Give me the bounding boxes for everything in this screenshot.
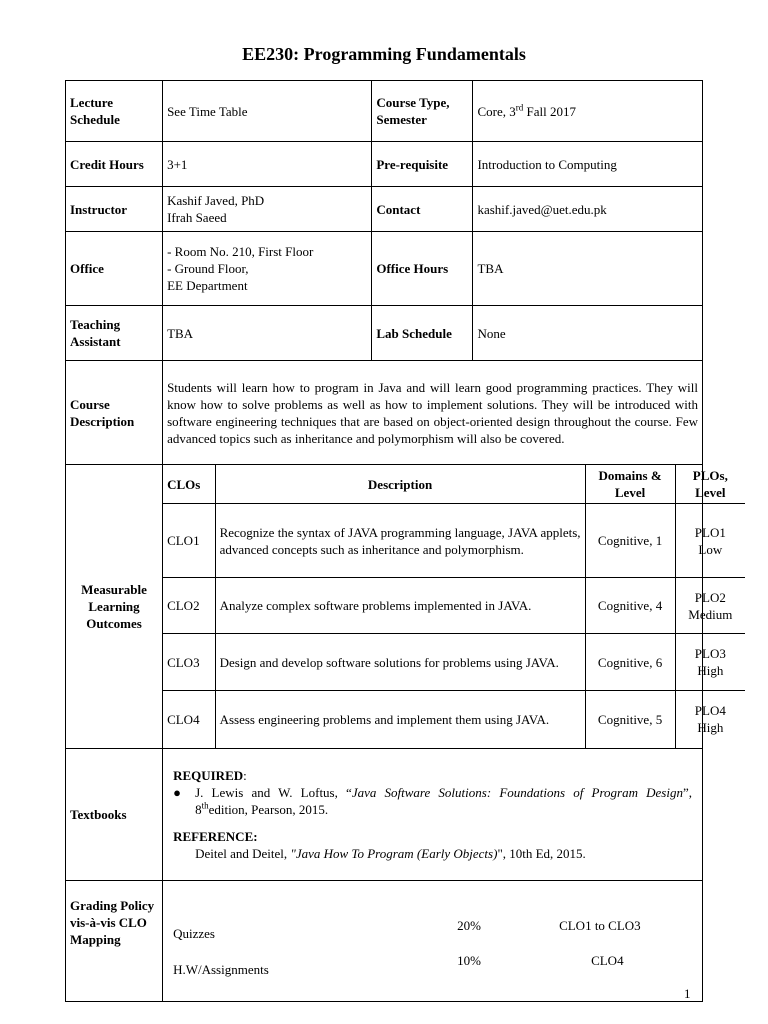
bullet-icon: ● bbox=[173, 784, 181, 800]
clo-header: CLOs bbox=[163, 465, 215, 504]
clo-plo: PLO2 Medium bbox=[675, 578, 745, 634]
row-label: Course Description bbox=[66, 361, 163, 465]
clo-description: Design and develop software solutions for problems using JAVA. bbox=[215, 634, 585, 691]
row-label: Textbooks bbox=[66, 748, 163, 880]
page-title: EE230: Programming Fundamentals bbox=[242, 44, 526, 64]
row-label: Credit Hours bbox=[66, 142, 163, 187]
clo-id: CLO3 bbox=[163, 634, 215, 691]
clo-domain: Cognitive, 1 bbox=[585, 504, 675, 578]
grading-content bbox=[163, 880, 703, 1001]
clo-description: Analyze complex software problems implemented in JAVA. bbox=[215, 578, 585, 634]
grading-item-name: H.W/Assignments bbox=[173, 961, 269, 977]
clo-plo: PLO3 High bbox=[675, 634, 745, 691]
row-label: Lecture Schedule bbox=[66, 81, 163, 142]
clo-row bbox=[163, 634, 745, 691]
textbooks-content: REQUIRED: ● J. Lewis and W. Loftus, “Java Software Solutions: Foundations of Program Design”, 8thedition, Pearson, 2015. REFERENCE: Deitel and Deitel, "Java How To Program (Early Objects)", 10th Ed, 2015. bbox=[163, 748, 703, 880]
syllabus-table bbox=[65, 80, 733, 977]
clo-row bbox=[163, 504, 745, 578]
clo-id: CLO2 bbox=[163, 578, 215, 634]
row-label: Office bbox=[66, 232, 163, 306]
required-label: REQUIRED bbox=[173, 767, 244, 783]
grading-item-percent: 10% bbox=[457, 952, 481, 968]
clo-row bbox=[163, 691, 745, 748]
domain-header: Domains & Level bbox=[585, 465, 675, 504]
course-type-value: Core, 3rd Fall 2017 bbox=[473, 81, 703, 142]
row-value: See Time Table bbox=[163, 81, 372, 142]
row-label: Course Type, Semester bbox=[372, 81, 473, 142]
clo-plo: PLO1 Low bbox=[675, 504, 745, 578]
row-value: 3+1 bbox=[163, 142, 372, 187]
contact-email: kashif.javed@uet.edu.pk bbox=[473, 187, 703, 232]
row-label: Grading Policy vis-à-vis CLO Mapping bbox=[66, 880, 163, 1001]
clo-plo: PLO4 High bbox=[675, 691, 745, 748]
clo-description: Recognize the syntax of JAVA programming language, JAVA applets, advanced concepts such as inheritance and polymorphism. bbox=[215, 504, 585, 578]
plo-header: PLOs, Level bbox=[675, 465, 745, 504]
row-value: Kashif Javed, PhD Ifrah Saeed bbox=[163, 187, 372, 232]
reference-book: Deitel and Deitel, "Java How To Program (Early Objects)", 10th Ed, 2015. bbox=[195, 845, 586, 861]
grading-item-clo: CLO1 to CLO3 bbox=[559, 917, 641, 933]
clo-domain: Cognitive, 5 bbox=[585, 691, 675, 748]
row-value: TBA bbox=[473, 232, 703, 306]
table-row bbox=[66, 142, 703, 187]
page-number: 1 bbox=[684, 986, 691, 1001]
course-description-text: Students will learn how to program in Java and will learn good programming practices. They will know how to solve problems as well as how to implement solutions. They will be introduced with software engineering techniques that are based on object-oriented design throughout the course. Few advanced topics such as inheritance and polymorphism will also be covered. bbox=[163, 361, 703, 465]
row-label: Contact bbox=[372, 187, 473, 232]
table-row bbox=[66, 361, 703, 465]
table-row bbox=[66, 880, 703, 1001]
required-book: J. Lewis and W. Loftus, “Java Software Solutions: Foundations of Program Design”, 8thedition, Pearson, 2015. bbox=[195, 784, 692, 817]
table-row bbox=[66, 748, 703, 880]
table-row bbox=[66, 81, 703, 142]
table-row bbox=[66, 465, 703, 749]
row-label: Office Hours bbox=[372, 232, 473, 306]
grading-item-percent: 20% bbox=[457, 917, 481, 933]
clo-domain: Cognitive, 6 bbox=[585, 634, 675, 691]
reference-label: REFERENCE: bbox=[173, 828, 258, 844]
table-row bbox=[66, 187, 703, 232]
clo-id: CLO4 bbox=[163, 691, 215, 748]
clo-description: Assess engineering problems and implement them using JAVA. bbox=[215, 691, 585, 748]
clo-id: CLO1 bbox=[163, 504, 215, 578]
row-label: Instructor bbox=[66, 187, 163, 232]
row-value: None bbox=[473, 306, 703, 361]
clo-table bbox=[163, 465, 745, 748]
row-value: - Room No. 210, First Floor - Ground Floor, EE Department bbox=[163, 232, 372, 306]
clo-row bbox=[163, 578, 745, 634]
row-label: Pre-requisite bbox=[372, 142, 473, 187]
description-header: Description bbox=[215, 465, 585, 504]
row-label: Teaching Assistant bbox=[66, 306, 163, 361]
row-value: Introduction to Computing bbox=[473, 142, 703, 187]
outcomes-label: Measurable Learning Outcomes bbox=[66, 465, 163, 749]
grading-item-name: Quizzes bbox=[173, 925, 215, 941]
clo-cell bbox=[163, 465, 733, 749]
row-label: Lab Schedule bbox=[372, 306, 473, 361]
row-value: TBA bbox=[163, 306, 372, 361]
clo-domain: Cognitive, 4 bbox=[585, 578, 675, 634]
table-row bbox=[66, 306, 703, 361]
table-row bbox=[66, 232, 703, 306]
grading-item-clo: CLO4 bbox=[591, 952, 624, 968]
